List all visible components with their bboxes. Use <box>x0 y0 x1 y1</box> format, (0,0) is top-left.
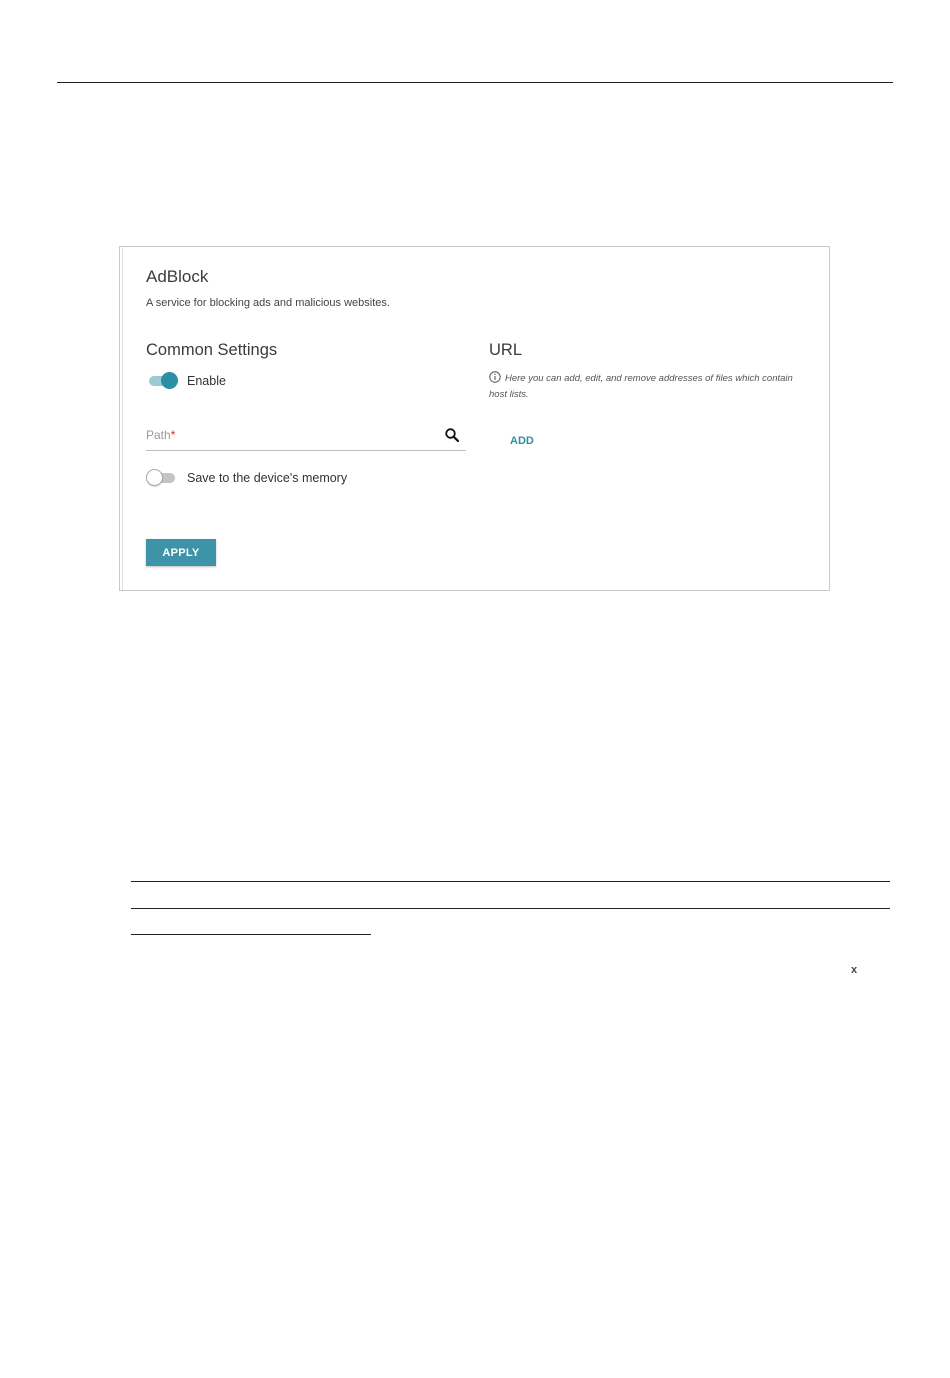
page-title: AdBlock <box>146 267 209 286</box>
text-rule-3 <box>131 934 371 935</box>
info-icon <box>489 371 501 383</box>
url-info <box>489 371 809 403</box>
url-info-text: Here you can add, edit, and remove addresses of files which contain host lists. <box>489 373 793 400</box>
common-settings-heading: Common Settings <box>146 341 278 359</box>
text-rule-2 <box>131 908 890 909</box>
page-subtitle: A service for blocking ads and malicious websites. <box>146 297 390 309</box>
panel-edge <box>122 247 123 590</box>
path-placeholder: Path* <box>146 428 176 442</box>
apply-button[interactable]: APPLY <box>146 539 216 566</box>
search-icon[interactable] <box>444 427 460 443</box>
required-mark: * <box>170 428 176 442</box>
save-memory-toggle[interactable] <box>146 469 176 487</box>
close-icon[interactable]: x <box>851 964 858 976</box>
toggle-knob <box>161 372 178 389</box>
add-url-button[interactable]: ADD <box>510 435 534 447</box>
enable-label: Enable <box>187 374 226 388</box>
toggle-knob <box>146 469 163 486</box>
page-header-rule <box>57 82 893 83</box>
path-input[interactable] <box>146 423 466 451</box>
url-heading: URL <box>489 341 523 359</box>
text-rule-1 <box>131 881 890 882</box>
enable-toggle[interactable] <box>148 372 178 390</box>
save-memory-label: Save to the device's memory <box>187 471 348 485</box>
adblock-panel <box>119 246 830 591</box>
